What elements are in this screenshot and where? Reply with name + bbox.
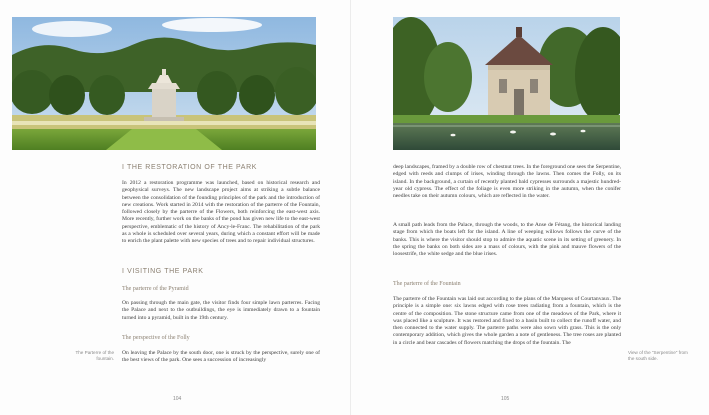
fountain-paragraph [393,296,621,347]
folly-text: On leaving the Palace by the south door, one is struck by the perspective, surely one of the best views of the park. One sees a succession of increasingly [122,350,320,364]
visiting-heading: I VISITING THE PARK [122,268,204,275]
restoration-text: In 2012 a restoration programme was launched, based on historical research and geophysical surveys. The new landscape project aims at striking a subtle balance between the consolidation of the founding principles of the park and the introduction of new creations. Work started in 2014 with the restoration of the parterre of the Fountain, followed closely by the parterre of the Flowers, both reinforcing the east-west axis. More recently, further work on the banks of the pond has given new life to the east-west perspective, emblematic of the history of Ancy-le-Franc. The rehabilitation of the park as a whole is scheduled over several years, during which a constant effort will be made to enrich the plant palette with new species of trees and to repair individual structures. [122,180,320,244]
fountain-text: The parterre of the Fountain was laid out according to the plans of the Marquess of Courtanvaux. The principle is a simple one: six lawns edged with rose trees radiating from a fountain, which is the centre of the composition. The stone structure came from one of the meadows of the Park, where it was placed like a sculpture. It was restored and fixed to a basin built to collect the runoff water, and then connected to the water supply. The parterre paths were also sown with grass. This is the only contemporary addition, which gives the whole garden a note of gentleness. The tree roses are planted in a circle and bear cascades of flowers matching the drops of the fountain. The [393,296,621,346]
right-page-number: 105 [501,396,510,402]
folly-photo [393,17,620,150]
fountain-parterre-image [12,17,316,150]
folly-continuation-text-2: A small path leads from the Palace, through the woods, to the Anse de Fétang, the historical landing stage from which the boats left for the island. A line of weeping willows follows the curve of the banks. This is where the visitor should stop to admire the aquatic scene in its setting of greenery. In the spring the banks on both sides are a mass of colours, with the pink and mauve flowers of the loosestrife, the white sedge and the blue irises. [393,222,621,257]
fountain-subheading: The parterre of the Fountain [393,281,461,287]
fountain-parterre-photo [12,17,316,150]
folly-continuation-text-1: deep landscapes, framed by a double row of chestnut trees. In the foreground one sees the Serpentine, edged with reeds and clumps of irises, winding through the lawns. Then comes the Folly, on its island. In the background, a curtain of recently planted bald cypresses surrounds a majestic hundred-year old cypress. The effect of the foliage is even more striking in the autumn, when the conifer needles take on their autumn colours, which are reflected in the water. [393,164,621,199]
right-page [351,0,709,415]
restoration-heading: I THE RESTORATION OF THE PARK [122,164,257,171]
folly-subheading: The perspective of the Folly [122,335,190,341]
left-page-number: 104 [173,396,182,402]
pyramid-subheading: The parterre of the Pyramid [122,286,189,292]
folly-paragraph [122,350,320,365]
folly-continuation-paragraph-1 [393,164,621,200]
restoration-paragraph [122,180,320,245]
fountain-photo-caption: The Parterre of the fountain. [75,350,114,361]
folly-photo-caption: View of the "Serpentine" from the south side. [628,350,688,361]
pyramid-text: On passing through the main gate, the visitor finds four simple lawn parterres. Facing the Palace and next to the outbuildings, the eye is immediately drawn to a fountain turned into a pyramid, built in the 19th century. [122,300,320,321]
left-page [0,0,351,415]
folly-continuation-paragraph-2 [393,222,621,258]
serpentine-folly-image [393,17,620,150]
pyramid-paragraph [122,300,320,322]
